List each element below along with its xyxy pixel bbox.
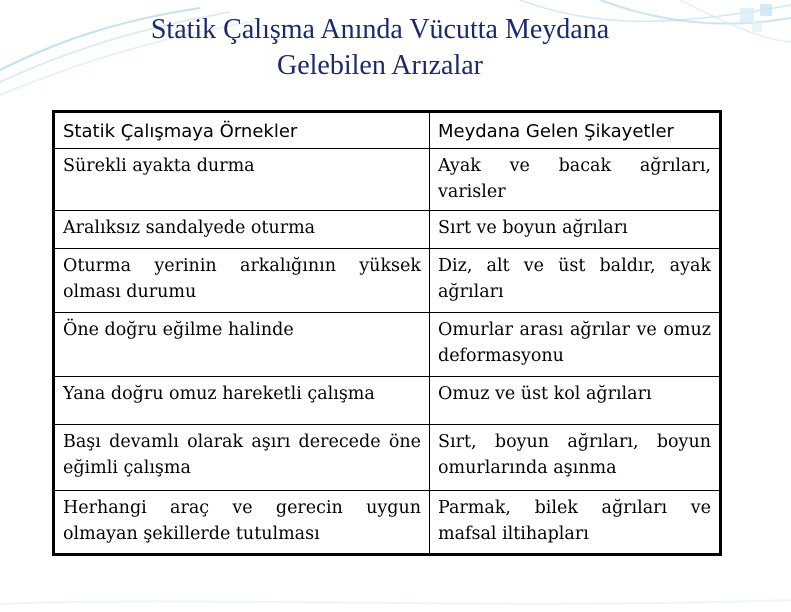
table-row [54,313,721,377]
complaint-cell: Parmak, bilek ağrıları ve mafsal iltihapları [430,491,721,555]
title-line-2: Gelebilen Arızalar [276,50,483,81]
example-cell: Sürekli ayakta durma [54,149,430,211]
title-line-1: Statik Çalışma Anında Vücutta Meydana [150,14,610,45]
table-row [54,377,721,425]
header-complaints: Meydana Gelen Şikayetler [430,112,721,149]
table-row [54,425,721,491]
example-cell: Yana doğru omuz hareketli çalışma [54,377,430,425]
page-title [60,12,700,84]
complaint-cell: Sırt ve boyun ağrıları [430,211,721,249]
complaint-cell: Omuz ve üst kol ağrıları [430,377,721,425]
complaint-cell: Sırt, boyun ağrıları, boyun omurlarında aşınma [430,425,721,491]
table-row [54,211,721,249]
example-cell: Aralıksız sandalyede oturma [54,211,430,249]
table-row [54,149,721,211]
complaint-cell: Diz, alt ve üst baldır, ayak ağrıları [430,249,721,313]
example-cell: Herhangi araç ve gerecin uygun olmayan şekillerde tutulması [54,491,430,555]
example-cell: Başı devamlı olarak aşırı derecede öne eğimli çalışma [54,425,430,491]
complaint-cell: Ayak ve bacak ağrıları, varisler [430,149,721,211]
static-work-complaints-table [52,110,722,556]
header-examples: Statik Çalışmaya Örnekler [54,112,430,149]
table-header-row [54,112,721,149]
example-cell: Öne doğru eğilme halinde [54,313,430,377]
complaint-cell: Omurlar arası ağrılar ve omuz deformasyonu [430,313,721,377]
example-cell: Oturma yerinin arkalığının yüksek olması durumu [54,249,430,313]
table-row [54,491,721,555]
table-row [54,249,721,313]
